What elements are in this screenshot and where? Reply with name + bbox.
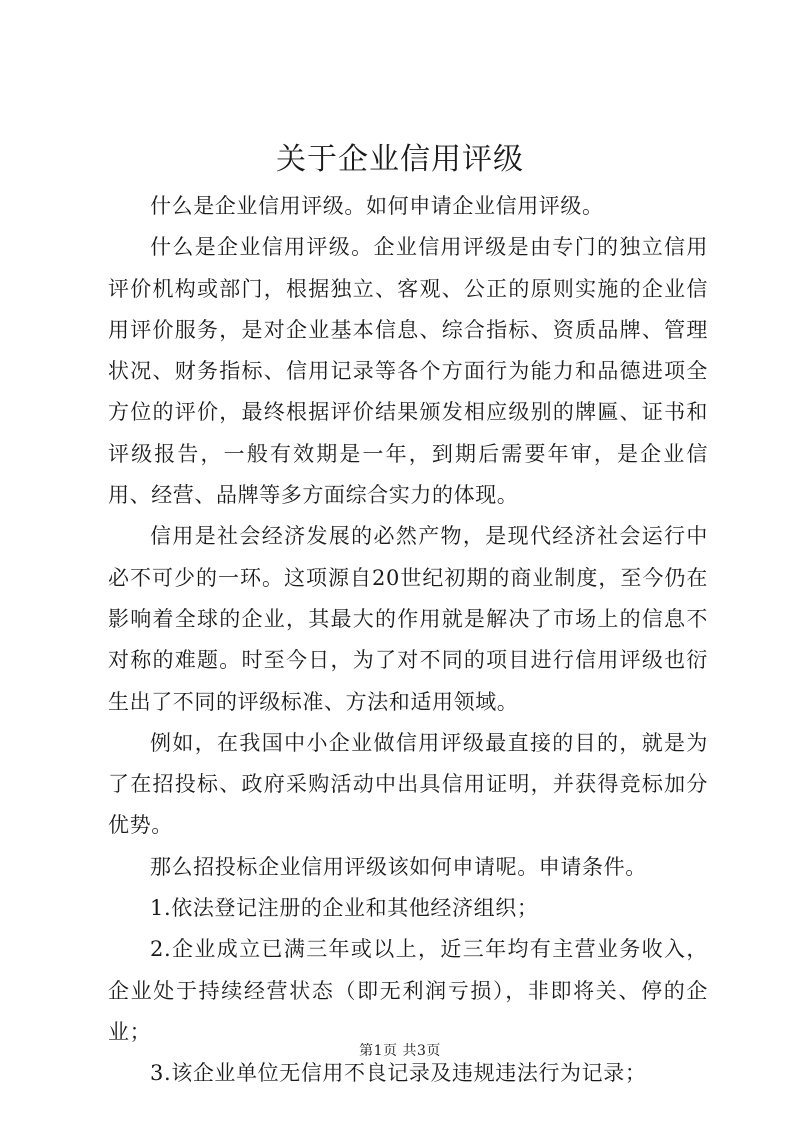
paragraph-3: 信用是社会经济发展的必然产物，是现代经济社会运行中必不可少的一环。这项源自20世纪初期的商业制度，至今仍在影响着全球的企业，其最大的作用就是解决了市场上的信息不对称的难题。时至今日，为了对不同的项目进行信用评级也衍生出了不同的评级标准、方法和适用领域。 <box>108 524 708 714</box>
document-body <box>108 186 708 1095</box>
paragraph-2: 什么是企业信用评级。企业信用评级是由专门的独立信用评价机构或部门，根据独立、客观、公正的原则实施的企业信用评价服务，是对企业基本信息、综合指标、资质品牌、管理状况、财务指标、信用记录等各个方面行为能力和品德进项全方位的评价，最终根据评价结果颁发相应级别的牌匾、证书和评级报告，一般有效期是一年，到期后需要年审，是企业信用、经营、品牌等多方面综合实力的体现。 <box>108 235 708 508</box>
document-title: 关于企业信用评级 <box>276 142 524 177</box>
paragraph-5: 那么招投标企业信用评级该如何申请呢。申请条件。 <box>150 854 647 879</box>
list-item-1: 1.依法登记注册的企业和其他经济组织； <box>150 896 539 921</box>
list-item-2: 2.企业成立已满三年或以上，近三年均有主营业务收入，企业处于持续经营状态（即无利润亏损），非即将关、停的企业； <box>108 937 708 1044</box>
paragraph-4: 例如，在我国中小企业做信用评级最直接的目的，就是为了在招投标、政府采购活动中出具信用证明，并获得竞标加分优势。 <box>108 730 708 838</box>
paragraph-1: 什么是企业信用评级。如何申请企业信用评级。 <box>150 194 604 218</box>
list-item-3: 3.该企业单位无信用不良记录及违规违法行为记录； <box>150 1061 647 1086</box>
page-number-footer: 第1页 共3页 <box>359 1043 441 1059</box>
